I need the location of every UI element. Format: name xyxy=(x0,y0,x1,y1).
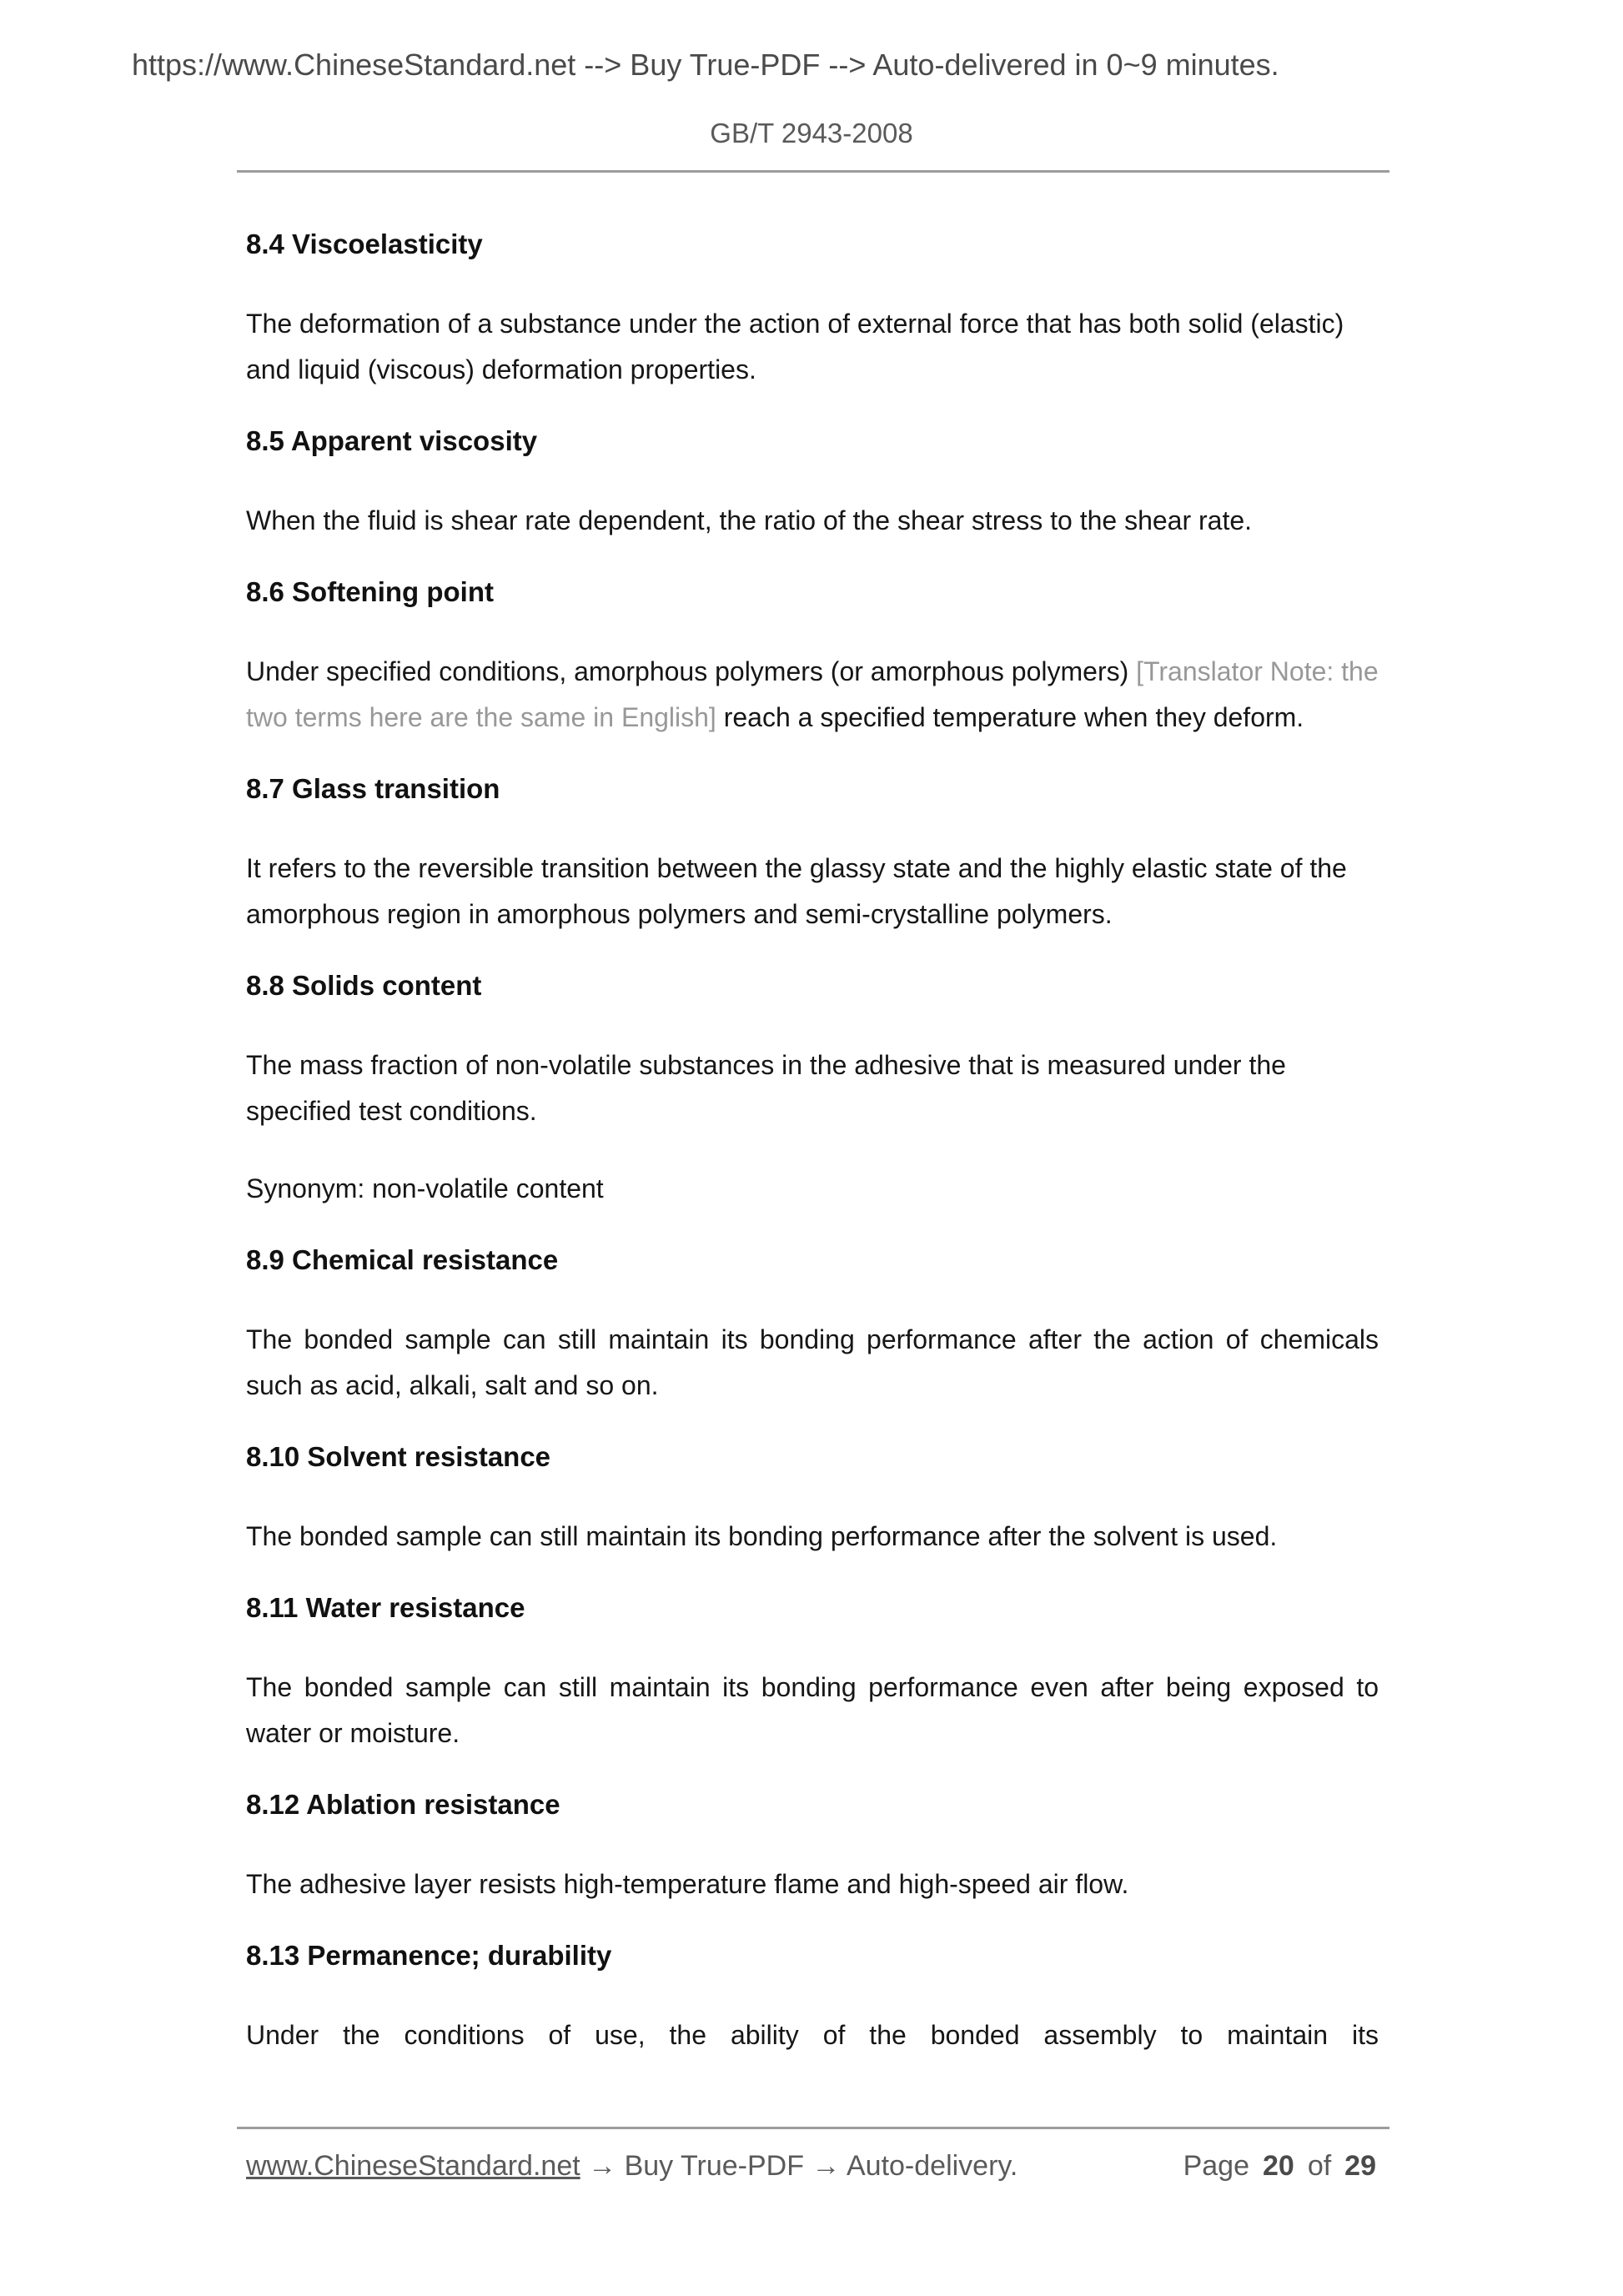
page-current: 20 xyxy=(1262,2150,1294,2182)
section-heading-8-12: 8.12 Ablation resistance xyxy=(246,1789,560,1820)
section-heading-8-8: 8.8 Solids content xyxy=(246,970,482,1001)
section-heading-8-5: 8.5 Apparent viscosity xyxy=(246,425,538,456)
footer-divider xyxy=(237,2127,1389,2129)
section-heading-8-10: 8.10 Solvent resistance xyxy=(246,1441,551,1472)
footer-link[interactable]: www.ChineseStandard.net xyxy=(246,2150,580,2182)
of-label: of xyxy=(1307,2150,1332,2182)
section-heading-8-9: 8.9 Chemical resistance xyxy=(246,1244,559,1275)
section-heading-8-4: 8.4 Viscoelasticity xyxy=(246,229,483,259)
page-footer xyxy=(246,2150,1376,2183)
section-heading-8-7: 8.7 Glass transition xyxy=(246,773,500,804)
section-heading-8-6: 8.6 Softening point xyxy=(246,576,494,607)
header-note: https://www.ChineseStandard.net --> Buy True-PDF --> Auto-delivered in 0~9 minutes. xyxy=(132,48,1279,82)
body-text-before-note: Under specified conditions, amorphous polymers (or amorphous polymers) xyxy=(246,656,1137,686)
footer-left xyxy=(246,2150,1018,2183)
body-text-after-note: reach a specified temperature when they deform. xyxy=(716,702,1304,732)
section-body-8-7: It refers to the reversible transition between the glassy state and the highly elastic state of the amorphous region in amorphous polymers and semi-crystalline polymers. xyxy=(246,853,1347,929)
page-total: 29 xyxy=(1344,2150,1376,2182)
section-body-8-6 xyxy=(246,649,1379,741)
section-body-8-4: The deformation of a substance under the action of external force that has both solid (elastic) and liquid (viscous) deformation properties. xyxy=(246,309,1344,384)
section-body-8-9: The bonded sample can still maintain its bonding performance after the action of chemicals such as acid, alkali, salt and so on. xyxy=(246,1324,1379,1400)
section-body-8-11: The bonded sample can still maintain its bonding performance even after being exposed to water or moisture. xyxy=(246,1672,1379,1748)
section-body-8-10: The bonded sample can still maintain its bonding performance after the solvent is used. xyxy=(246,1521,1278,1551)
doc-number: GB/T 2943-2008 xyxy=(710,118,913,148)
section-body-8-8: The mass fraction of non-volatile substances in the adhesive that is measured under the specified test conditions. xyxy=(246,1050,1286,1126)
section-body-8-13: Under the conditions of use, the ability of the bonded assembly to maintain its xyxy=(246,2020,1379,2050)
section-heading-8-13: 8.13 Permanence; durability xyxy=(246,1940,612,1971)
section-body-8-12: The adhesive layer resists high-temperature flame and high-speed air flow. xyxy=(246,1869,1129,1899)
page-label: Page xyxy=(1183,2150,1249,2182)
document-body xyxy=(246,228,1379,2090)
section-body-8-5: When the fluid is shear rate dependent, the ratio of the shear stress to the shear rate. xyxy=(246,505,1253,535)
section-synonym-8-8: Synonym: non-volatile content xyxy=(246,1173,604,1203)
translator-note: [Translator Note: the two terms here are the same in English] xyxy=(246,656,1379,732)
page-indicator xyxy=(1183,2150,1376,2183)
header-divider xyxy=(237,170,1389,173)
footer-tagline: → Buy True-PDF → Auto-delivery. xyxy=(580,2150,1018,2182)
section-heading-8-11: 8.11 Water resistance xyxy=(246,1592,525,1623)
